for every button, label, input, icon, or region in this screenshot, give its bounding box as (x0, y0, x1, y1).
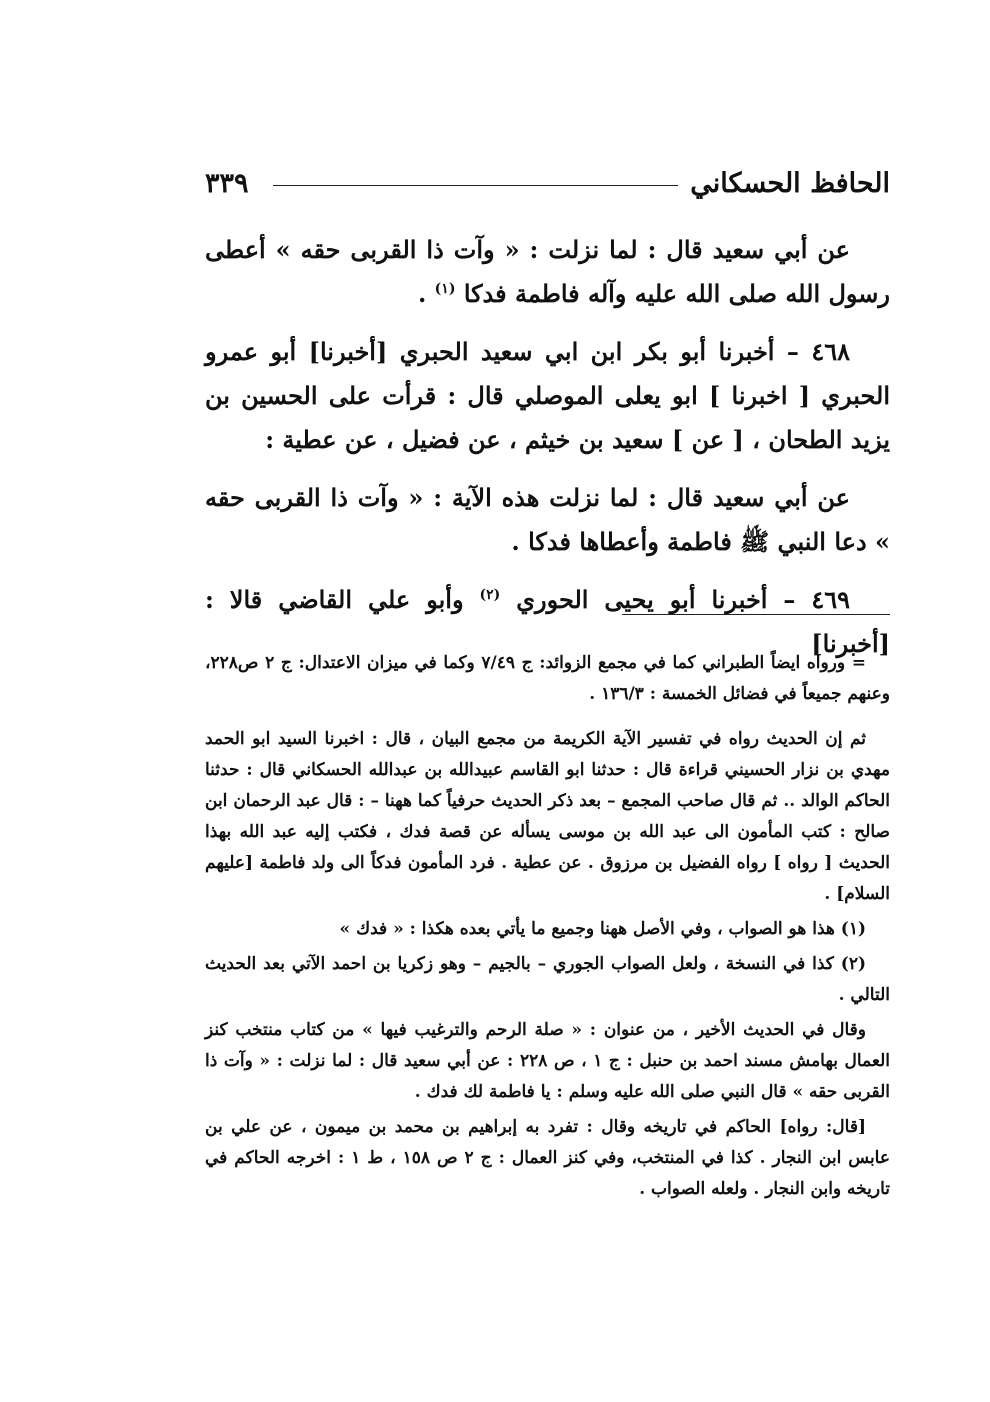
main-paragraph-end: . (417, 279, 435, 308)
footnote-ref: (٢) (479, 587, 501, 603)
footnote-paragraph: [قال: رواه] الحاكم في تاريخه وقال : تفرد به إبراهيم بن محمد بن ميمون ، عن علي بن عابس ابن النجار . كذا في المنتخب، وفي كنز العمال : ج ٢ ص ١٥٨ ، ط ١ : اخرجه الحاكم في تاريخه وابن النجار . ولعله الصواب . (205, 1117, 891, 1199)
hadith-chain: ٤٦٨ – أخبرنا أبو بكر ابن ابي سعيد الحبري [أخبرنا] أبو عمرو الحبري [ اخبرنا ] ابو يعلى الموصلي قال : قرأت على الحسين بن يزيد الطحان ، [ عن ] سعيد بن خيثم ، عن فضيل ، عن عطية : (205, 337, 890, 454)
main-paragraph-text: عن أبي سعيد قال : لما نزلت : « وآت ذا القربى حقه » أعطى رسول الله صلى الله عليه وآله فاطمة فدكا (205, 235, 890, 308)
hadith-chain-tail: وأبو علي القاضي قالا : [أخبرنا] (205, 585, 890, 658)
main-paragraph (205, 228, 890, 316)
footnote-1: (١) هذا هو الصواب ، وفي الأصل ههنا وجميع ما يأتي بعده هكذا : « فدك » (339, 919, 866, 939)
footnote-paragraph: ثم إن الحديث رواه في تفسير الآية الكريمة من مجمع البيان ، قال : اخبرنا السيد ابو الحمد مهدي بن نزار الحسيني قراءة قال : حدثنا ابو القاسم عبيدالله بن عبدالله الحسكاني قال : حدثنا الحاكم الوالد .. ثم قال صاحب المجمع – بعد ذكر الحديث حرفياً كما ههنا – : قال عبد الرحمان ابن صالح : كتب المأمون الى عبد الله بن موسى يسأله عن قصة فدك ، فكتب إليه عبد الله بهذا الحديث [ رواه ] رواه الفضيل بن مرزوق . عن عطية . فرد المأمون فدكاً الى ولد فاطمة [عليهم السلام] . (205, 729, 890, 904)
main-text (205, 228, 890, 680)
page-header (205, 168, 890, 204)
footnote-continuation: = ورواه ايضاً الطبراني كما في مجمع الزوائد: ج ٧/٤٩ وكما في ميزان الاعتدال: ج ٢ ص٢٢٨، وعنهم جميعاً في فضائل الخمسة : ١٣٦/٣ . (205, 653, 890, 704)
footnote-paragraph: وقال في الحديث الأخير ، من عنوان : « صلة الرحم والترغيب فيها » من كتاب منتخب كنز العمال بهامش مسند احمد بن حنبل : ج ١ ، ص ٢٢٨ : عن أبي سعيد قال : لما نزلت : « وآت ذا القربى حقه » قال النبي صلى الله عليه وسلم : يا فاطمة لك فدك . (205, 1020, 890, 1102)
footnote-2: (٢) كذا في النسخة ، ولعل الصواب الجوري – بالجيم – وهو زكريا بن احمد الآتي بعد الحديث التالي . (205, 954, 890, 1005)
hadith-chain-text: ٤٦٩ – أخبرنا أبو يحيى الحوري (516, 585, 851, 614)
footnote-ref: (١) (434, 281, 456, 297)
running-title: الحافظ الحسكاني (690, 168, 890, 199)
main-paragraph: عن أبي سعيد قال : لما نزلت هذه الآية : « وآت ذا القربى حقه » دعا النبي ﷺ فاطمة وأعطاها فدكا . (205, 483, 890, 556)
header-rule (273, 185, 678, 186)
footnote-separator (622, 614, 890, 615)
footnotes (205, 648, 890, 1209)
page-number: ٣٣٩ (205, 168, 249, 199)
